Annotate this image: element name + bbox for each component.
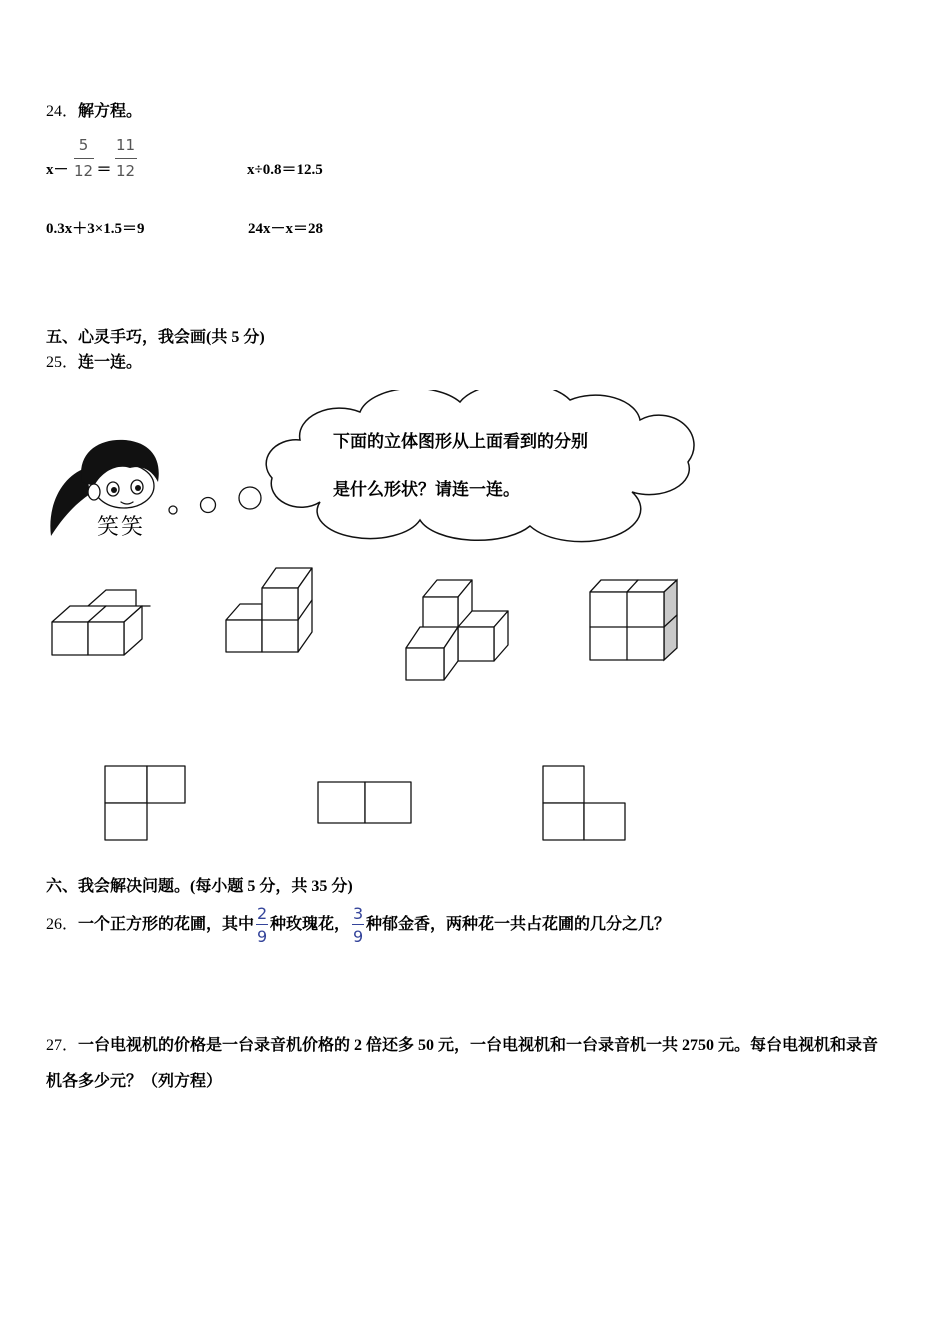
- girl-left-pupil: [111, 487, 117, 493]
- fraction-bar: [352, 924, 364, 925]
- top-view-a-square-2: [147, 766, 185, 803]
- fraction-bar: [74, 158, 94, 159]
- q25-illustration: [0, 390, 950, 860]
- solid-2-left-cube-top: [226, 604, 262, 620]
- q27-line-2: 机各多少元？（列方程）: [46, 1073, 223, 1090]
- solid-1-front-face-right: [88, 622, 124, 655]
- equation-4: 24x－x＝28: [248, 221, 324, 237]
- question-title: 解方程。: [78, 103, 143, 120]
- solid-1-back-cube-edge: [88, 590, 136, 606]
- solid-3-top-cube-front: [423, 597, 458, 628]
- fraction-tulip: [350, 906, 366, 944]
- q26-text-b: 种玫瑰花，: [270, 916, 351, 933]
- solid-4: [590, 580, 677, 660]
- fraction-eleven-twelfths: [114, 136, 138, 180]
- girl-ear: [88, 484, 100, 500]
- q26-text: [46, 902, 670, 948]
- character-name: 笑笑: [97, 515, 146, 540]
- solid-4-top-face: [590, 580, 677, 592]
- speech-line-2: 是什么形状？请连一连。: [333, 480, 520, 500]
- fraction-bar: [115, 158, 137, 159]
- girl-right-pupil: [135, 485, 141, 491]
- top-view-b-square-1: [318, 782, 365, 823]
- q27-text-line-1: 一台电视机的价格是一台录音机价格的 2 倍还多 50 元，一台电视机和一台录音机一共 2750 元。每台电视机和录音: [78, 1037, 879, 1054]
- question-number: 24．: [46, 103, 79, 120]
- solid-2-left-cube-front: [226, 620, 262, 652]
- top-view-a: [105, 766, 185, 840]
- fraction-denominator: 12: [115, 162, 136, 180]
- solid-4-side-face: [664, 580, 677, 660]
- speech-line-1: 下面的立体图形从上面看到的分别: [333, 432, 588, 452]
- q27-line-1: [46, 1036, 878, 1056]
- fraction-denominator: 12: [73, 162, 94, 180]
- equation-1-left: x－: [46, 162, 69, 178]
- fraction-five-twelfths: [73, 136, 95, 180]
- top-view-c: [543, 766, 625, 840]
- top-view-c-square-3: [584, 803, 625, 840]
- top-view-a-square-1: [105, 766, 147, 803]
- fraction-numerator: 3: [352, 904, 364, 923]
- fraction-numerator: 2: [256, 904, 268, 923]
- equals-sign: ＝: [96, 162, 112, 178]
- top-view-c-square-1: [543, 766, 584, 803]
- question-number: 27．: [46, 1037, 79, 1054]
- solid-1: [52, 590, 150, 655]
- equation-1: [46, 136, 138, 180]
- equation-3: 0.3x＋3×1.5＝9: [46, 221, 145, 237]
- q26-text-a: 一个正方形的花圃，其中: [78, 916, 255, 933]
- thought-cloud: [266, 390, 694, 542]
- thought-bubble-large: [239, 487, 261, 509]
- top-view-b-square-2: [365, 782, 411, 823]
- fraction-numerator: 5: [78, 136, 89, 154]
- fraction-numerator: 11: [115, 136, 136, 154]
- q26-text-c: 种郁金香，两种花一共占花圃的几分之几？: [366, 916, 671, 933]
- fraction-denominator: 9: [256, 927, 268, 946]
- q25-heading: [46, 353, 142, 373]
- question-number: 26．: [46, 916, 79, 933]
- question-title: 连一连。: [78, 354, 143, 371]
- top-view-a-square-3: [105, 803, 147, 840]
- solid-2: [226, 568, 312, 652]
- fraction-rose: [254, 906, 270, 944]
- question-number: 25．: [46, 354, 79, 371]
- fraction-denominator: 9: [352, 927, 364, 946]
- solid-3-right-cube-front: [458, 627, 494, 661]
- q24-heading: [46, 102, 142, 122]
- solid-1-front-face-left: [52, 622, 88, 655]
- section-5-heading: 五、心灵手巧，我会画(共 5 分): [46, 329, 265, 346]
- thought-bubble-medium: [201, 498, 216, 513]
- solid-3: [406, 580, 508, 680]
- top-view-b: [318, 782, 411, 823]
- equation-2: x÷0.8＝12.5: [247, 162, 323, 178]
- fraction-bar: [256, 924, 268, 925]
- section-6-heading: 六、我会解决问题。(每小题 5 分，共 35 分): [46, 878, 353, 895]
- solid-3-left-cube-front: [406, 648, 444, 680]
- thought-bubble-small: [169, 506, 177, 514]
- top-view-c-square-2: [543, 803, 584, 840]
